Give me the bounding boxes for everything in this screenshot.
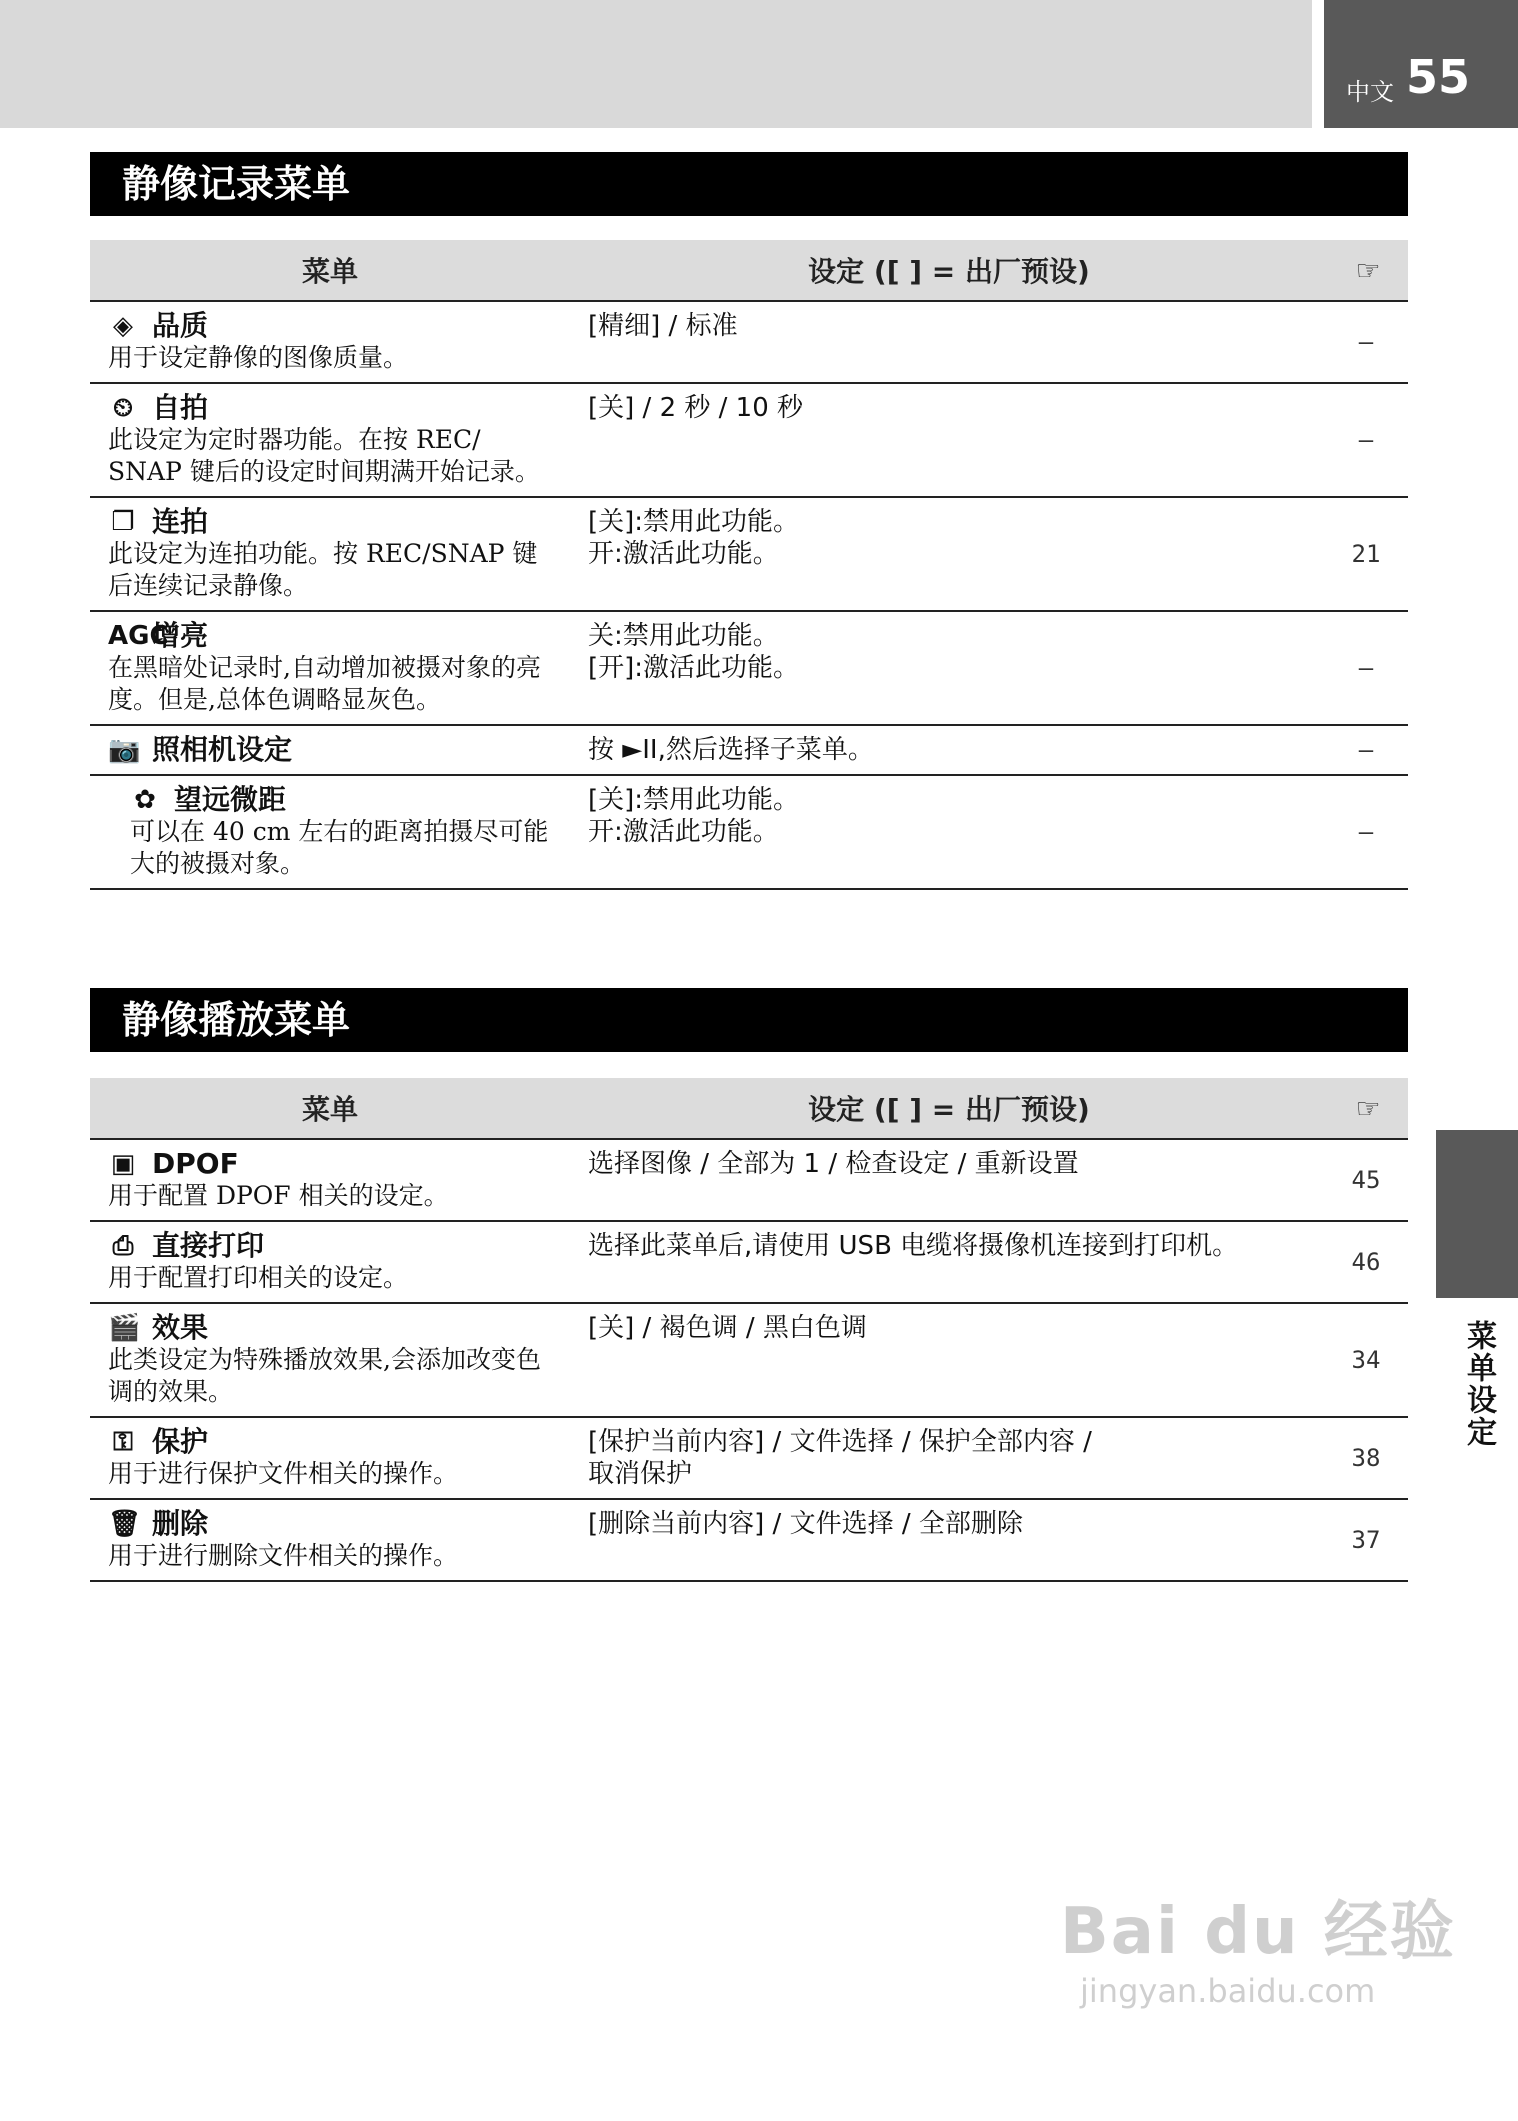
page-reference: 46 (1328, 1221, 1408, 1303)
continuous-shooting-icon: ❐ (111, 507, 135, 537)
menu-item-title: 望远微距 (174, 783, 287, 816)
menu-item-title-line (108, 734, 562, 766)
page-reference: – (1328, 301, 1408, 383)
table-row (90, 725, 1408, 775)
menu-item-title-line (130, 784, 562, 816)
setting-line-1: 选择此菜单后,请使用 USB 电缆将摄像机连接到打印机。 (588, 1231, 1239, 1261)
menu-item-title: 照相机设定 (152, 733, 293, 766)
setting-cell (570, 1499, 1328, 1581)
table-header-row (90, 240, 1408, 301)
setting-cell (570, 497, 1328, 611)
menu-cell (90, 725, 570, 775)
page-reference: – (1328, 725, 1408, 775)
menu-cell (90, 1139, 570, 1221)
trash-icon: 🗑 (108, 1509, 142, 1539)
setting-line-1: 关:禁用此功能。 (588, 621, 779, 651)
table-header-row (90, 1078, 1408, 1139)
setting-cell (570, 383, 1328, 497)
menu-item-title-line (108, 310, 562, 342)
menu-item-title: 直接打印 (152, 1229, 265, 1262)
reference-icon: ☞ (1328, 240, 1408, 301)
menu-item-title-line (108, 1508, 562, 1540)
menu-cell (90, 301, 570, 383)
setting-line-1: [保护当前内容] / 文件选择 / 保护全部内容 / (588, 1427, 1092, 1457)
setting-cell (570, 1417, 1328, 1499)
menu-cell (90, 1303, 570, 1417)
table-row (90, 497, 1408, 611)
page-reference: 21 (1328, 497, 1408, 611)
menu-item-title-line (108, 620, 562, 652)
column-menu: 菜单 (90, 240, 570, 301)
header-bar (0, 0, 1312, 128)
setting-line-2: 取消保护 (588, 1459, 693, 1489)
setting-line-1: 按 ►II,然后选择子菜单。 (588, 735, 874, 765)
menu-item-description: 用于配置 DPOF 相关的设定。 (108, 1181, 449, 1210)
menu-item-title-line (108, 506, 562, 538)
table-row (90, 611, 1408, 725)
menu-item-title-line (108, 1312, 562, 1344)
menu-item-title: 自拍 (152, 391, 209, 424)
page-reference: 38 (1328, 1417, 1408, 1499)
quality-icon: ◈ (113, 311, 133, 341)
setting-cell (570, 1303, 1328, 1417)
setting-line-1: 选择图像 / 全部为 1 / 检查设定 / 重新设置 (588, 1149, 1079, 1179)
side-tab (1436, 1130, 1518, 1298)
table-row (90, 1139, 1408, 1221)
setting-line-2: 开:激活此功能。 (588, 817, 779, 847)
page-reference: 37 (1328, 1499, 1408, 1581)
dpof-icon: ▣ (110, 1149, 136, 1179)
column-setting: 设定 ([ ] = 出厂预设) (570, 1078, 1328, 1139)
menu-cell (90, 775, 570, 889)
still-record-menu-title: 静像记录菜单 (90, 152, 1408, 216)
column-menu: 菜单 (90, 1078, 570, 1139)
setting-line-1: [关]:禁用此功能。 (588, 785, 800, 815)
menu-item-title: 保护 (152, 1425, 209, 1458)
still-playback-table (90, 1078, 1408, 1582)
watermark-url: jingyan.baidu.com (1080, 1972, 1376, 2010)
column-setting: 设定 ([ ] = 出厂预设) (570, 240, 1328, 301)
effect-icon: 🎬 (108, 1313, 141, 1343)
table-row (90, 1303, 1408, 1417)
setting-line-1: [精细] / 标准 (588, 311, 738, 341)
menu-cell (90, 497, 570, 611)
menu-item-title: 增亮 (152, 619, 209, 652)
menu-cell (90, 383, 570, 497)
menu-item-description: 在黑暗处记录时,自动增加被摄对象的亮度。但是,总体色调略显灰色。 (108, 653, 541, 714)
self-timer-icon: ⏲ (112, 393, 134, 423)
menu-item-description: 用于进行删除文件相关的操作。 (108, 1541, 459, 1570)
page-reference: – (1328, 611, 1408, 725)
table-row (90, 1417, 1408, 1499)
still-record-table (90, 240, 1408, 890)
menu-item-description: 用于设定静像的图像质量。 (108, 343, 409, 372)
menu-cell (90, 1221, 570, 1303)
menu-cell (90, 611, 570, 725)
setting-cell (570, 1139, 1328, 1221)
menu-cell (90, 1499, 570, 1581)
page-reference: 34 (1328, 1303, 1408, 1417)
watermark-brand: Bai du 经验 (1060, 1895, 1456, 1969)
table-row (90, 1499, 1408, 1581)
menu-item-title-line (108, 1426, 562, 1458)
menu-item-description: 此设定为连拍功能。按 REC/SNAP 键后连续记录静像。 (108, 539, 538, 600)
menu-item-description: 用于配置打印相关的设定。 (108, 1263, 409, 1292)
setting-cell (570, 775, 1328, 889)
watermark (1060, 1880, 1456, 2010)
setting-cell (570, 611, 1328, 725)
setting-cell (570, 725, 1328, 775)
menu-item-title: 效果 (152, 1311, 209, 1344)
menu-item-title: 品质 (152, 309, 209, 342)
table-row (90, 775, 1408, 889)
menu-cell (90, 1417, 570, 1499)
setting-cell (570, 1221, 1328, 1303)
page-number-box (1324, 0, 1518, 128)
setting-line-1: [关]:禁用此功能。 (588, 507, 800, 537)
page-reference: – (1328, 383, 1408, 497)
setting-line-2: [开]:激活此功能。 (588, 653, 800, 683)
menu-item-title: 连拍 (152, 505, 209, 538)
menu-item-title-line (108, 1148, 562, 1180)
protect-key-icon: ⚿ (113, 1427, 133, 1457)
setting-line-2: 开:激活此功能。 (588, 539, 779, 569)
page-reference: – (1328, 775, 1408, 889)
language-label: 中文 (1346, 78, 1394, 106)
reference-icon: ☞ (1328, 1078, 1408, 1139)
menu-item-title-line (108, 1230, 562, 1262)
side-section-label: 菜单设定 (1461, 1320, 1496, 1448)
table-row (90, 383, 1408, 497)
agc-icon: AGC (108, 621, 169, 651)
still-playback-menu-title: 静像播放菜单 (90, 988, 1408, 1052)
table-row (90, 1221, 1408, 1303)
menu-item-description: 此类设定为特殊播放效果,会添加改变色调的效果。 (108, 1345, 541, 1406)
setting-cell (570, 301, 1328, 383)
setting-line-1: [关] / 褐色调 / 黑白色调 (588, 1313, 867, 1343)
menu-item-description: 可以在 40 cm 左右的距离拍摄尽可能大的被摄对象。 (130, 817, 549, 878)
page-reference: 45 (1328, 1139, 1408, 1221)
page-number: 55 (1406, 50, 1471, 104)
menu-item-title: DPOF (152, 1147, 239, 1180)
menu-item-description: 用于进行保护文件相关的操作。 (108, 1459, 459, 1488)
camera-settings-icon: 📷 (108, 735, 141, 765)
setting-line-1: [删除当前内容] / 文件选择 / 全部删除 (588, 1509, 1023, 1539)
setting-line-1: [关] / 2 秒 / 10 秒 (588, 393, 804, 423)
menu-item-description: 此设定为定时器功能。在按 REC/ SNAP 键后的设定时间期满开始记录。 (108, 425, 540, 486)
menu-item-title: 删除 (152, 1507, 209, 1540)
menu-item-title-line (108, 392, 562, 424)
tele-macro-icon: ✿ (134, 785, 156, 815)
table-row (90, 301, 1408, 383)
direct-print-icon: ⎙ (112, 1231, 134, 1261)
